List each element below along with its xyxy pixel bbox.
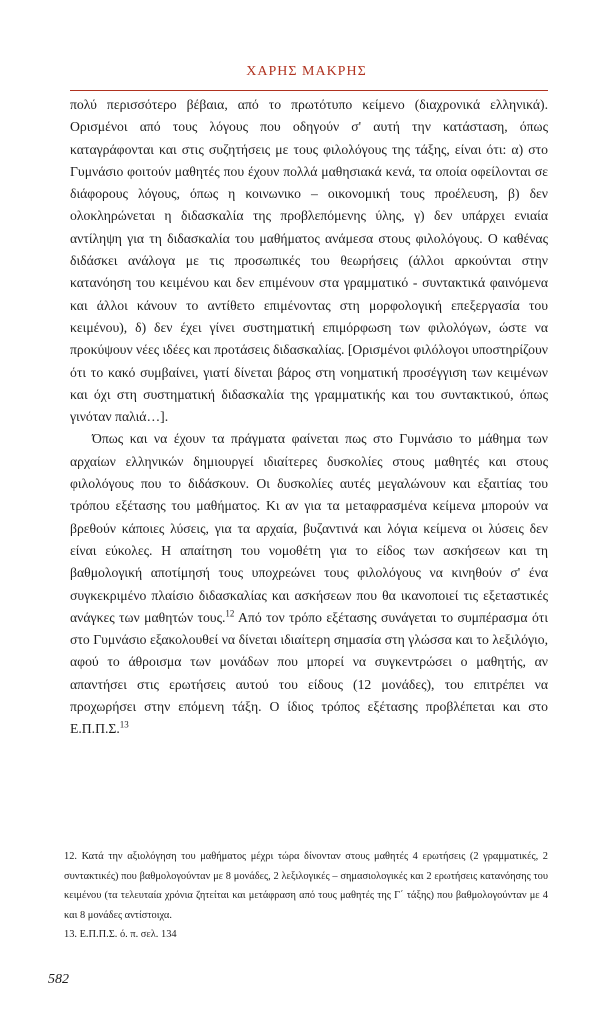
paragraph-text: Από τον τρόπο εξέτασης συνάγεται το συμπέρασμα ότι στο Γυμνάσιο εξακολουθεί να δίνεται ιδιαίτερη σημασία στη γλώσσα και το λεξιλόγιο, αφού το άθροισμα των μονάδων που μπορεί να συγκεντρώσει ο μαθητής, αν απαντήσει στις ερωτήσεις αυτού του είδους (12 μονάδες), του επιτρέπει να προχωρήσει στην επόμενη τάξη. Ο ίδιος τρόπος εξέτασης προβλέπεται και στο Ε.Π.Π.Σ. — [70, 609, 548, 737]
body-text — [70, 94, 548, 741]
footnote-reference[interactable]: 12 — [225, 608, 235, 619]
footnotes — [64, 847, 548, 945]
header-rule — [70, 90, 548, 91]
page-number: 582 — [48, 972, 69, 987]
paragraph-continued: πολύ περισσότερο βέβαια, από το πρωτότυπο κείμενο (διαχρονικά ελληνικά). Ορισμένοι από τους λόγους που οδηγούν σ' αυτή την κατάσταση, όπως καταγράφονται και στις συζητήσεις με τους φιλολόγους της τάξης, είναι ότι: α) στο Γυμνάσιο φοιτούν μαθητές που έχουν πολλά μαθησιακά κενά, τα οποία οφείλονται σε διάφορους λόγους, όπως η κοινωνικο – οικονομική τους προέλευση, β) δεν ολοκληρώνεται η διδασκαλία της προβλεπόμενης ύλης, γ) δεν υπάρχει ενιαία αντίληψη για τη διδασκαλία του μαθήματος ανάμεσα στους φιλολόγους. Ο καθένας διδάσκει ανάλογα με τις προσωπικές του θεωρήσεις (άλλοι αρκούνται στην κατανόηση του κειμένου και δεν επιμένουν στα γραμματικό - συντακτικά φαινόμενα και άλλοι κάνουν το αντίθετο επιμένοντας στη μορφολογική επεξεργασία του κειμένου), δ) δεν έχει γίνει συστηματική επιμόρφωση των φιλολόγων, ώστε να προκύψουν νέες ιδέες και προτάσεις διδασκαλίας. [Ορισμένοι φιλόλογοι υποστηρίζουν ότι το κακό συμβαίνει, γιατί δίνεται βάρος στη νοηματική προσέγγιση των κειμένων και όχι στη συστηματική διδασκαλία της γραμματικής και του συντακτικού, όπως γινόταν παλιά…]. — [70, 97, 548, 425]
footnote: 13. Ε.Π.Π.Σ. ό. π. σελ. 134 — [64, 929, 177, 941]
paragraph-text: Όπως και να έχουν τα πράγματα φαίνεται πως στο Γυμνάσιο το μάθημα των αρχαίων ελληνικών δημιουργεί ιδιαίτερες δυσκολίες στους μαθητές και στους φιλολόγους που το διδάσκουν. Οι δυσκολίες αυτές μεγαλώνουν και εξαιτίας του τρόπου εξέτασης του μαθήματος. Κι αν για τα μεταφρασμένα κείμενα μπορούν να βρεθούν κάποιες λύσεις, για τα αρχαία, βυζαντινά και λόγια κείμενα οι λύσεις δεν είναι εύκολες. Η απαίτηση του νομοθέτη για το είδος των ασκήσεων και τη βαθμολογική αποτίμησή τους υποχρεώνει τους φιλολόγους να κινηθούν σ' ένα συγκεκριμένο πλαίσιο διδασκαλίας και ασκήσεων που θα ικανοποιεί τις εξεταστικές ανάγκες των μαθητών τους. — [70, 431, 548, 625]
paragraph — [70, 428, 548, 740]
footnote-reference[interactable]: 13 — [119, 719, 129, 730]
footnote: 12. Κατά την αξιολόγηση του μαθήματος μέχρι τώρα δίνονταν στους μαθητές 4 ερωτήσεις (2 γραμματικές, 2 συντακτικές) που βαθμολογούνταν με 8 μονάδες, 2 λεξιλογικές – σημασιολογικές και 2 ερωτήσεις κατανόησης του κειμένου (τα τελευταία χρόνια ζητείται και μετάφραση από τους μαθητές της Γ΄ τάξης) που βαθμολογούνταν με 4 και 8 μονάδες αντίστοιχα. — [64, 851, 548, 921]
running-head: ΧΑΡΗΣ ΜΑΚΡΗΣ — [246, 64, 367, 79]
